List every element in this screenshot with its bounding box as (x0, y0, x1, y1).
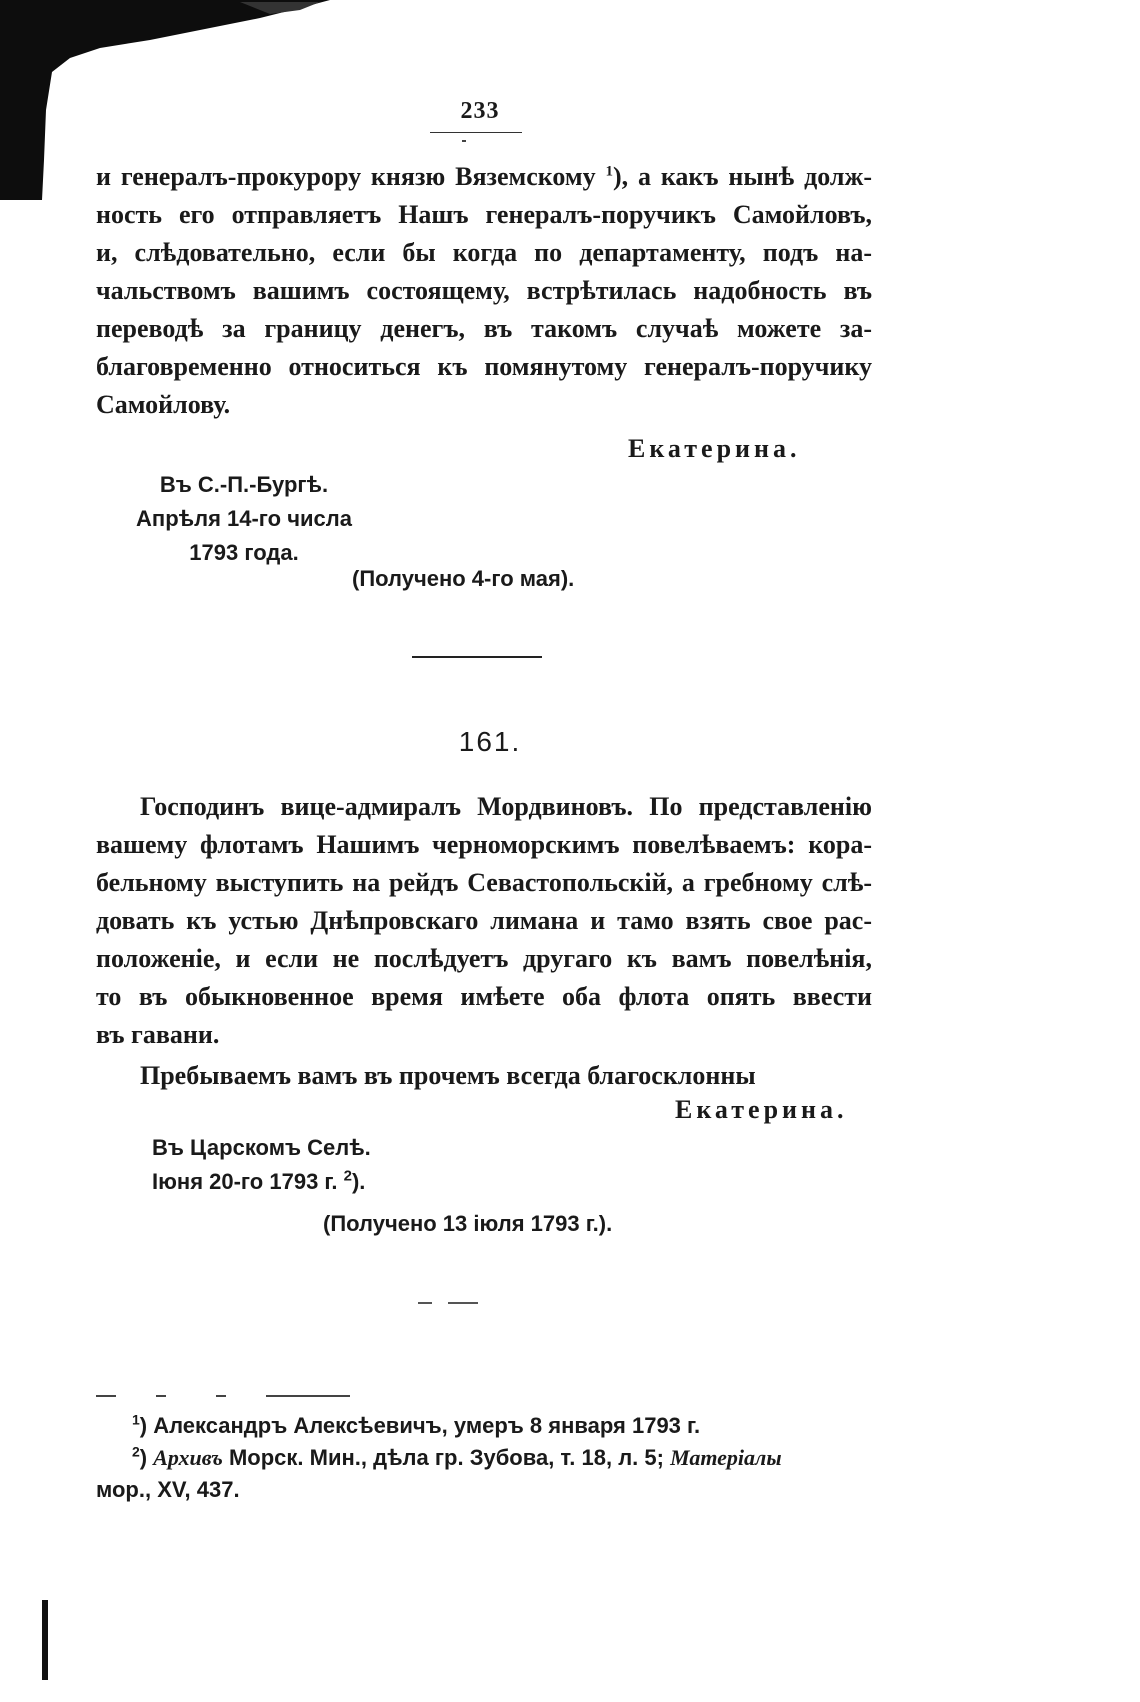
letter2-line: въ гавани. (96, 1020, 220, 1049)
letter1-line-tail: ), а какъ нынѣ долж- (612, 162, 873, 191)
letter1-place-date (134, 468, 354, 570)
footnotes (96, 1410, 886, 1506)
page-number-rule (430, 132, 522, 133)
letter2-closing-wrap (140, 1057, 820, 1095)
footnote-2-mark: 2 (132, 1443, 140, 1460)
footnote-2 (96, 1442, 886, 1474)
section-divider (412, 656, 542, 658)
letter1-line: ность его отправляетъ Нашъ генералъ-поручикъ Самойловъ, (96, 200, 872, 229)
letter2-closing: Пребываемъ вамъ въ прочемъ всегда благосклонны (140, 1061, 756, 1090)
footnote-ref-2: 2 (343, 1167, 352, 1185)
letter1-place: Въ С.-П.-Бургѣ. (159, 472, 329, 497)
letter1-date-line1: Апрѣля 14-го числа (136, 506, 352, 531)
footnote-2-line2: мор., XV, 437. (96, 1477, 240, 1502)
footnote-rule (96, 1395, 350, 1397)
footnote-2-text-a: ) (139, 1445, 154, 1470)
letter1-line: переводѣ за границу денегъ, въ такомъ случаѣ можете за- (96, 314, 872, 343)
footnote-2-archive: Архивъ (153, 1445, 223, 1470)
end-dash-mark (418, 1302, 478, 1304)
letter1-line: и, слѣдовательно, если бы когда по департаменту, подъ на- (96, 238, 872, 267)
footnote-ref-1: 1 (605, 163, 613, 180)
letter2-line: то въ обыкновенное время имѣете оба флота опять ввести (96, 982, 872, 1011)
letter1-line: благовременно относиться къ помянутому генералъ-поручику (96, 352, 872, 381)
letter2-place: Въ Царскомъ Селѣ. (152, 1135, 371, 1160)
letter1-date-line2: 1793 года. (189, 540, 299, 565)
footnote-1 (96, 1410, 886, 1442)
letter2-date-text: Іюня 20-го 1793 г. (152, 1169, 338, 1194)
footnote-1-text: ) Александръ Алексѣевичъ, умеръ 8 января 1793 г. (139, 1413, 701, 1438)
letter1-body (96, 158, 872, 424)
letter2-body (96, 788, 872, 1054)
footnote-2-materials: Матеріалы (670, 1445, 782, 1470)
letter2-date-tail: ). (351, 1169, 366, 1194)
scan-edge-mark (42, 1600, 48, 1680)
letter1-line-text: и генералъ-прокурору князю Вяземскому (96, 162, 596, 191)
letter1-received: (Получено 4-го мая). (352, 566, 575, 591)
letter2-line: Господинъ вице-адмиралъ Мордвиновъ. По представленію (140, 792, 872, 821)
letter2-line: бельному выступить на рейдъ Севастопольскій, а гребному слѣ- (96, 868, 872, 897)
page-number-dot (462, 140, 466, 142)
page-number: 233 (460, 98, 500, 124)
letter2-received: (Получено 13 іюля 1793 г.). (323, 1211, 613, 1236)
letter1-line: Самойлову. (96, 390, 231, 419)
footnote-2-text-b: Морск. Мин., дѣла гр. Зубова, т. 18, л. 5; (222, 1445, 671, 1470)
letter1-line: чальствомъ вашимъ состоящему, встрѣтилась надобность въ (96, 276, 872, 305)
letter2-line: довать къ устью Днѣпровскаго лимана и тамо взять свое рас- (96, 906, 872, 935)
letter2-line: вашему флотамъ Нашимъ черноморскимъ повелѣваемъ: кора- (96, 830, 872, 859)
document-number: 161. (458, 726, 522, 757)
footnote-1-mark: 1 (132, 1411, 140, 1428)
letter1-line (96, 158, 872, 196)
letter2-place-date (152, 1131, 371, 1199)
letter2-date (152, 1165, 371, 1199)
letter1-signature: Екатерина. (628, 434, 801, 463)
letter2-signature: Екатерина. (675, 1095, 848, 1124)
letter2-line: положеніе, и если не послѣдуетъ другаго къ вамъ повелѣнія, (96, 944, 872, 973)
